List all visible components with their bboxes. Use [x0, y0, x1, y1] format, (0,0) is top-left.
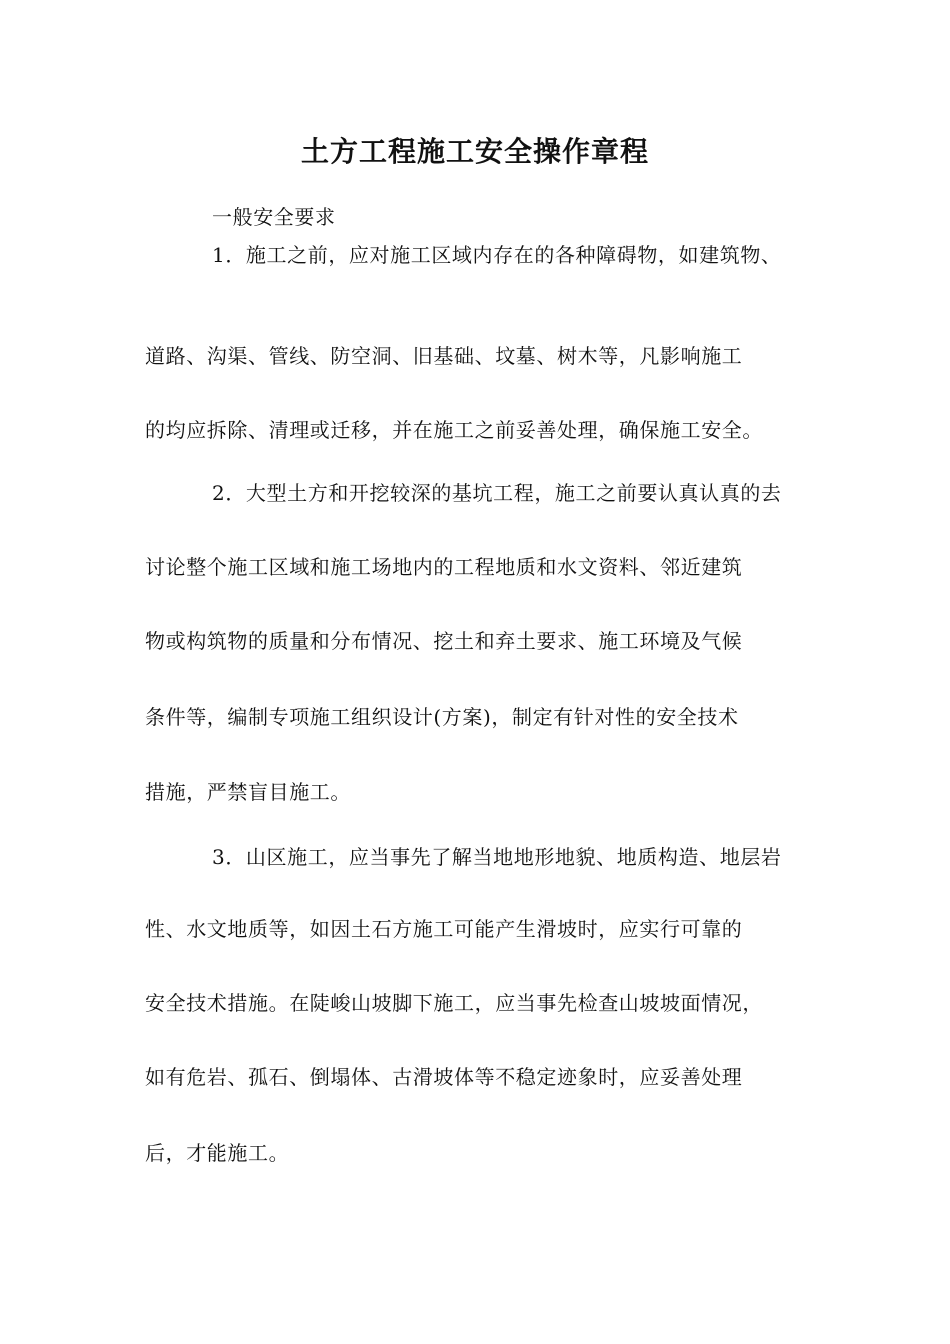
paragraph-line: 道路、沟渠、管线、防空洞、旧基础、坟墓、树木等，凡影响施工 [145, 344, 743, 368]
paragraph-line: 1．施工之前，应对施工区域内存在的各种障碍物，如建筑物、 [212, 243, 782, 267]
paragraph-line: 措施，严禁盲目施工。 [145, 780, 351, 804]
paragraph-line: 讨论整个施工区域和施工场地内的工程地质和水文资料、邻近建筑 [145, 555, 743, 579]
document-title: 土方工程施工安全操作章程 [300, 135, 649, 168]
paragraph-line: 条件等，编制专项施工组织设计(方案)，制定有针对性的安全技术 [145, 705, 739, 729]
paragraph-line: 性、水文地质等，如因土石方施工可能产生滑坡时，应实行可靠的 [145, 917, 743, 941]
paragraph-line: 如有危岩、孤石、倒塌体、古滑坡体等不稳定迹象时，应妥善处理 [145, 1065, 743, 1089]
paragraph-line: 安全技术措施。在陡峻山坡脚下施工，应当事先检查山坡坡面情况， [145, 991, 763, 1015]
paragraph-line: 2．大型土方和开挖较深的基坑工程，施工之前要认真认真的去 [212, 481, 782, 505]
paragraph-line: 3．山区施工，应当事先了解当地地形地貌、地质构造、地层岩 [212, 845, 782, 869]
paragraph-line: 的均应拆除、清理或迁移，并在施工之前妥善处理，确保施工安全。 [145, 418, 763, 442]
paragraph-line: 后，才能施工。 [145, 1141, 290, 1165]
section-heading: 一般安全要求 [212, 205, 336, 229]
paragraph-line: 物或构筑物的质量和分布情况、挖土和弃土要求、施工环境及气候 [145, 629, 743, 653]
